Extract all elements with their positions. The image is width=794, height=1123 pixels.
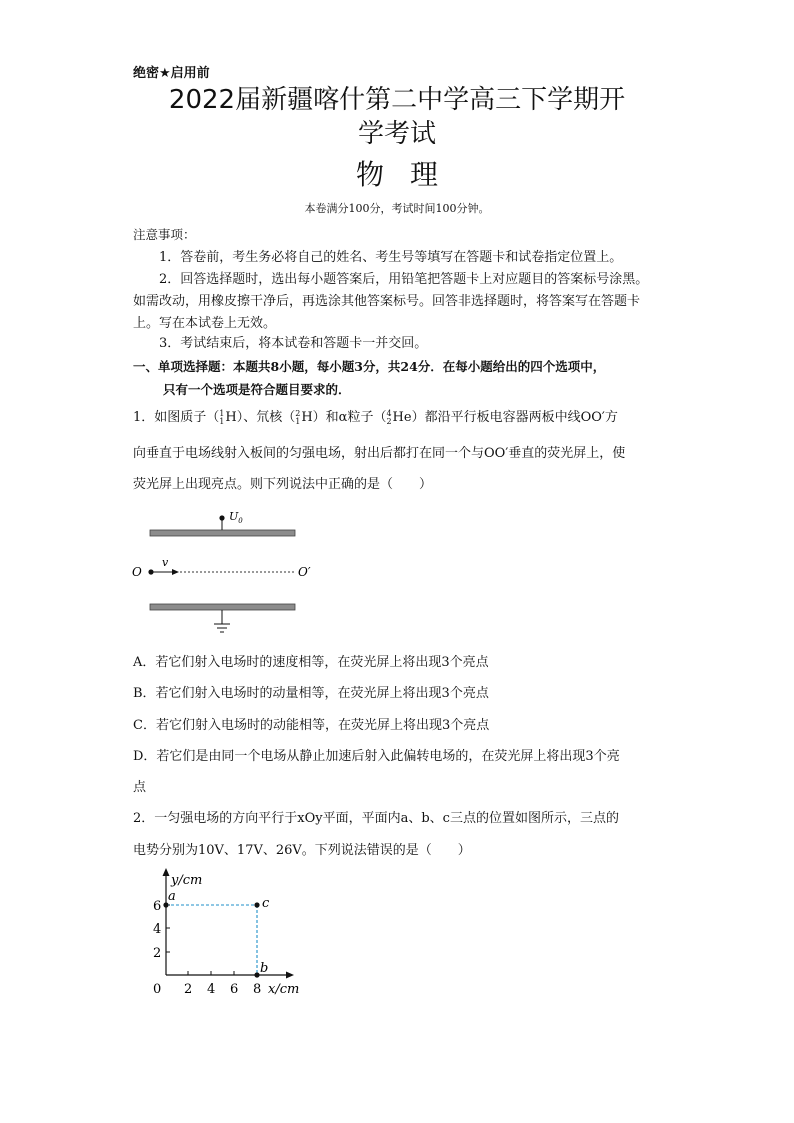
option-a: A．若它们射入电场时的速度相等，在荧光屏上将出现3个亮点: [133, 655, 489, 670]
x-axis-label: x/cm: [268, 982, 300, 997]
proton-atomic-number: 1: [219, 416, 225, 426]
y-tick-label-2: 2: [153, 946, 162, 961]
confidential-label: 绝密★启用前: [133, 66, 210, 81]
x-tick-label-4: 4: [207, 982, 216, 997]
x-tick-label-8: 8: [253, 982, 262, 997]
x-tick-label-0: 0: [153, 982, 162, 997]
o-left-label: O: [132, 565, 142, 579]
x-tick-label-6: 6: [230, 982, 239, 997]
notice-item-1: 1．答卷前，考生务必将自己的姓名、考生号等填写在答题卡和试卷指定位置上。: [159, 250, 623, 265]
deuteron-symbol: H: [301, 410, 313, 425]
question-2-line1: 2．一匀强电场的方向平行于xOy平面，平面内a、b、c三点的位置如图所示，三点的: [133, 811, 619, 826]
capacitor-diagram: [130, 505, 330, 640]
y-axis-arrow: [163, 868, 170, 876]
bottom-plate: [150, 604, 295, 610]
q1-text-b: ）、氘核（: [236, 410, 296, 425]
option-b: B．若它们射入电场时的动量相等，在荧光屏上将出现3个亮点: [133, 686, 489, 701]
alpha-mass-number: 4: [386, 408, 392, 418]
option-d-line1: D．若它们是由同一个电场从静止加速后射入此偏转电场的，在荧光屏上将出现3个亮: [133, 749, 620, 764]
question-1-line2: 向垂直于电场线射入板间的匀强电场，射出后都打在同一个与OO′垂直的荧光屏上，使: [133, 446, 626, 461]
q1-text-a: 1．如图质子（: [133, 410, 220, 425]
proton-mass-number: 1: [219, 408, 225, 418]
point-b: [254, 972, 259, 977]
u0-label: $U_0$: [229, 510, 243, 525]
voltage-terminal: [219, 515, 224, 520]
alpha-isotope-numbers: [386, 410, 391, 426]
top-plate: [150, 530, 295, 536]
subject-title: 物理: [355, 158, 464, 191]
notice-item-2: 2．回答选择题时，选出每小题答案后，用铅笔把答题卡上对应题目的答案标号涂黑。如需改动，用橡皮擦干净后，再选涂其他答案标号。回答非选择题时，将答案写在答题卡上。写在本试卷上无效。: [133, 272, 649, 331]
x-axis-arrow: [286, 972, 294, 979]
y-axis-label: y/cm: [171, 873, 203, 888]
deuteron-isotope-numbers: [295, 410, 300, 426]
question-2-line2: 电势分别为10V、17V、26V。下列说法错误的是（ ）: [133, 843, 471, 858]
exam-title-line1: 2022届新疆喀什第二中学高三下学期开: [168, 85, 626, 115]
x-tick-label-2: 2: [184, 982, 193, 997]
notice-item-3: 3．考试结束后，将本试卷和答题卡一并交回。: [159, 336, 428, 351]
q1-text-d: ）都沿平行板电容器两板中线OO′方: [411, 410, 618, 425]
velocity-label: v: [162, 556, 169, 569]
ground-icon: [214, 624, 230, 632]
velocity-arrowhead: [172, 569, 179, 575]
y-tick-label-4: 4: [153, 922, 162, 937]
option-d-line2: 点: [133, 780, 147, 795]
point-a-label: a: [168, 889, 176, 904]
point-c-label: c: [262, 896, 270, 911]
point-c: [254, 902, 259, 907]
option-c: C．若它们射入电场时的动能相等，在荧光屏上将出现3个亮点: [133, 718, 490, 733]
exam-title-line2: 学考试: [357, 119, 436, 149]
proton-symbol: H: [225, 410, 237, 425]
coordinate-diagram: [140, 862, 320, 1007]
notice-heading: 注意事项：: [133, 227, 196, 242]
proton-isotope-numbers: [219, 410, 224, 426]
section-heading-line1: 一、单项选择题：本题共8小题，每小题3分，共24分．在每小题给出的四个选项中，: [133, 359, 606, 374]
deuteron-atomic-number: 1: [295, 416, 301, 426]
question-1-line3: 荧光屏上出现亮点。则下列说法中正确的是（ ）: [133, 477, 433, 492]
exam-meta: 本卷满分100分，考试时间100分钟。: [304, 202, 490, 215]
y-tick-label-6: 6: [153, 899, 162, 914]
section-heading: [133, 355, 663, 401]
point-b-label: b: [260, 961, 269, 976]
question-1-line1: [133, 402, 661, 433]
section-heading-line2: 只有一个选项是符合题目要求的．: [163, 382, 351, 397]
alpha-atomic-number: 2: [386, 416, 392, 426]
q1-text-c: ）和α粒子（: [312, 410, 387, 425]
deuteron-mass-number: 2: [295, 408, 301, 418]
o-right-label: O′: [298, 565, 311, 579]
alpha-symbol: He: [392, 410, 412, 425]
